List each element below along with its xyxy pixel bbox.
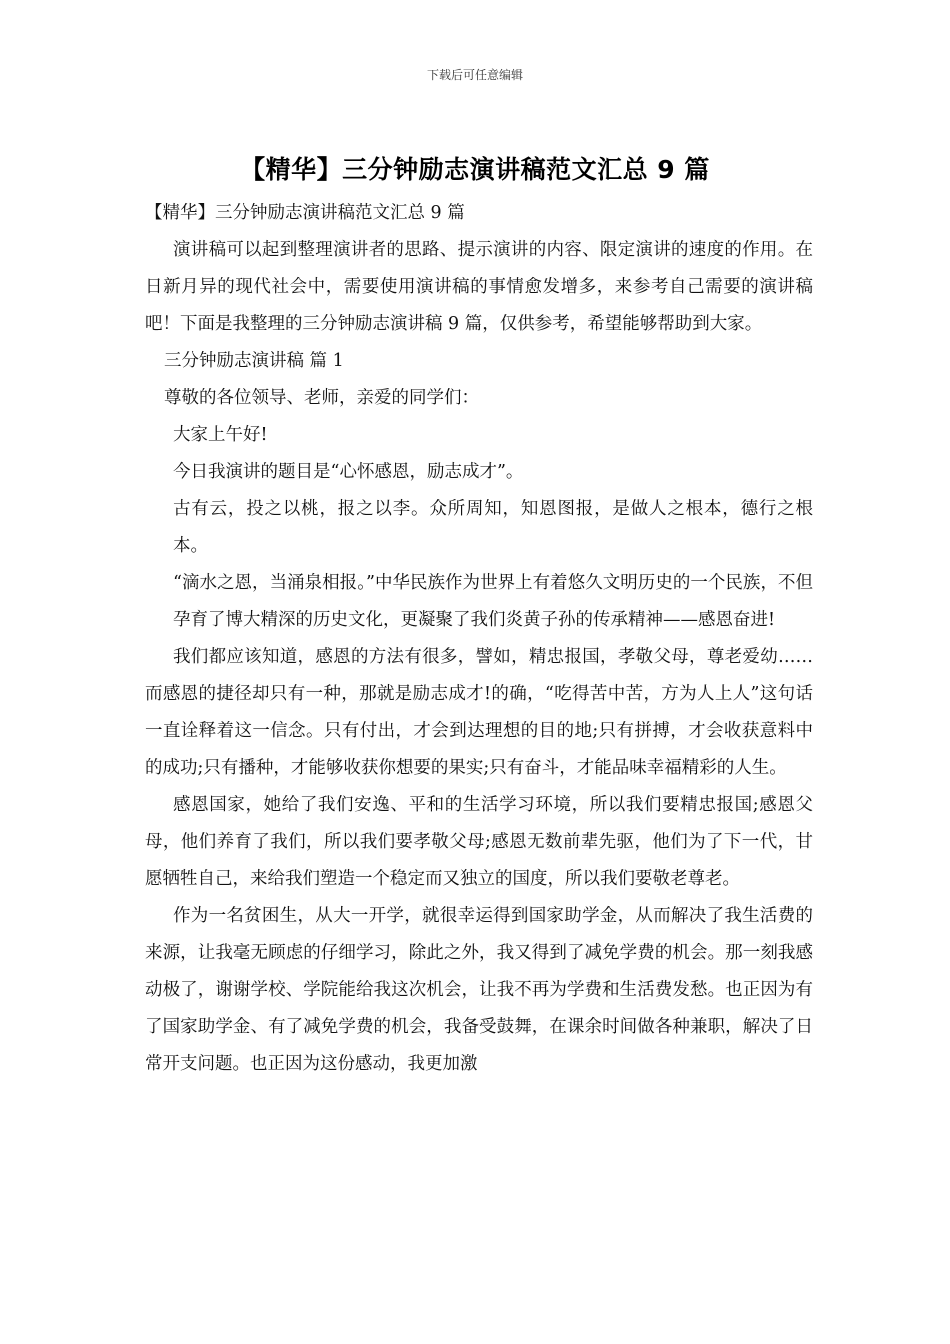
section-heading: 三分钟励志演讲稿 篇 1 (164, 351, 344, 371)
document-title: 【精华】三分钟励志演讲稿范文汇总 9 篇 (240, 155, 710, 184)
subtitle-paragraph: 【精华】三分钟励志演讲稿范文汇总 9 篇 (145, 203, 465, 223)
page-header-note: 下载后可任意编辑 (426, 68, 523, 82)
greeting-paragraph: 大家上午好! (173, 425, 268, 445)
body-paragraph: 感恩国家，她给了我们安逸、平和的生活学习环境，所以我们要精忠报国;感恩父母，他们养育了我们，所以我们要孝敬父母;感恩无数前辈先驱，他们为了下一代，甘愿牺牲自己，来给我们塑造一个稳定而又独立的国度，所以我们要敬老尊老。 (145, 795, 813, 889)
salutation-paragraph: 尊敬的各位领导、老师，亲爱的同学们： (164, 388, 479, 408)
topic-paragraph: 今日我演讲的题目是“心怀感恩，励志成才”。 (173, 462, 524, 482)
body-paragraph: “滴水之恩，当涌泉相报。”中华民族作为世界上有着悠久文明历史的一个民族，不但孕育了博大精深的历史文化，更凝聚了我们炎黄子孙的传承精神——感恩奋进! (173, 573, 813, 630)
intro-paragraph: 演讲稿可以起到整理演讲者的思路、提示演讲的内容、限定演讲的速度的作用。在日新月异的现代社会中，需要使用演讲稿的事情愈发增多，来参考自己需要的演讲稿吧！下面是我整理的三分钟励志演讲稿 9 篇，仅供参考，希望能够帮助到大家。 (145, 240, 813, 334)
body-paragraph: 我们都应该知道，感恩的方法有很多，譬如，精忠报国，孝敬父母，尊老爱幼……而感恩的捷径却只有一种，那就是励志成才!的确，“吃得苦中苦，方为人上人”这句话一直诠释着这一信念。只有付出，才会到达理想的目的地;只有拼搏，才会收获意料中的成功;只有播种，才能够收获你想要的果实;只有奋斗，才能品味幸福精彩的人生。 (145, 647, 813, 778)
body-paragraph: 作为一名贫困生，从大一开学，就很幸运得到国家助学金，从而解决了我生活费的来源，让我毫无顾虑的仔细学习，除此之外，我又得到了减免学费的机会。那一刻我感动极了，谢谢学校、学院能给我这次机会，让我不再为学费和生活费发愁。也正因为有了国家助学金、有了减免学费的机会，我备受鼓舞，在课余时间做各种兼职，解决了日常开支问题。也正因为这份感动，我更加激 (145, 906, 813, 1074)
body-paragraph: 古有云，投之以桃，报之以李。众所周知，知恩图报，是做人之根本，德行之根本。 (173, 499, 813, 556)
document-body (145, 195, 813, 1083)
